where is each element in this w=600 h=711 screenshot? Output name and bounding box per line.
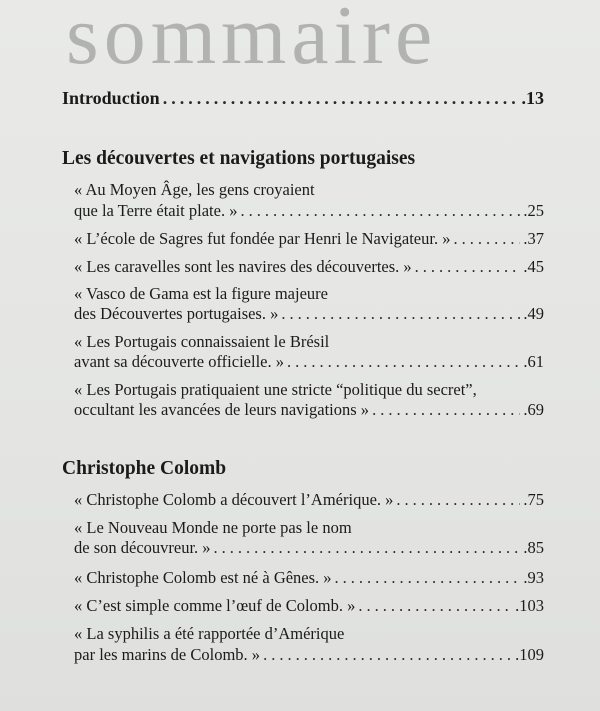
toc-page-number: .109 xyxy=(515,645,544,664)
toc-entry xyxy=(74,490,544,510)
section-heading-portugaises: Les découvertes et navigations portugaises xyxy=(62,148,416,169)
leader-dots xyxy=(415,257,521,277)
toc-entry-label: avant sa découverte officielle. » xyxy=(74,352,284,371)
toc-entry-label: de son découvreur. » xyxy=(74,538,211,557)
toc-page-number: .45 xyxy=(523,257,544,276)
toc-entry-line: « Le Nouveau Monde ne porte pas le nom xyxy=(74,518,352,537)
toc-page-number: .75 xyxy=(523,490,544,509)
toc-page-number: .49 xyxy=(523,304,544,323)
leader-dots xyxy=(372,400,520,420)
page-title: sommaire xyxy=(66,0,438,82)
leader-dots xyxy=(240,201,520,221)
toc-entry-introduction xyxy=(62,88,544,109)
leader-dots xyxy=(453,229,520,249)
toc-entry xyxy=(74,201,544,221)
toc-page-number: .69 xyxy=(523,400,544,419)
toc-entry-label: « Christophe Colomb a découvert l’Amérique. » xyxy=(74,490,394,509)
toc-entry-line: « Au Moyen Âge, les gens croyaient xyxy=(74,180,315,199)
toc-page-number: .61 xyxy=(523,352,544,371)
toc-entry-label: par les marins de Colomb. » xyxy=(74,645,261,664)
toc-entry xyxy=(74,596,544,616)
toc-entry xyxy=(74,257,544,277)
leader-dots xyxy=(263,645,512,665)
toc-entry-label: occultant les avancées de leurs navigations » xyxy=(74,400,370,419)
leader-dots xyxy=(163,88,519,109)
leader-dots xyxy=(335,568,521,588)
toc-entry-line: « Les Portugais pratiquaient une stricte “politique du secret”, xyxy=(74,380,477,399)
toc-entry-label: « Christophe Colomb est né à Gênes. » xyxy=(74,568,332,587)
leader-dots xyxy=(358,596,512,616)
section-heading-colomb: Christophe Colomb xyxy=(62,458,227,479)
toc-entry-line: « La syphilis a été rapportée d’Amérique xyxy=(74,624,345,643)
leader-dots xyxy=(214,538,521,558)
leader-dots xyxy=(281,304,520,324)
toc-page-number: .85 xyxy=(523,538,544,557)
toc-entry xyxy=(74,304,544,324)
toc-page-number: .25 xyxy=(523,201,544,220)
toc-entry xyxy=(74,645,544,665)
leader-dots xyxy=(396,490,520,510)
toc-entry-label: « Les caravelles sont les navires des découvertes. » xyxy=(74,257,412,276)
toc-entry xyxy=(74,229,544,249)
toc-page-number: .13 xyxy=(521,88,544,108)
toc-entry-label: Introduction xyxy=(62,88,160,108)
toc-entry-label: que la Terre était plate. » xyxy=(74,201,238,220)
toc-page-number: .103 xyxy=(515,596,544,615)
toc-entry xyxy=(74,352,544,372)
toc-entry-line: « Vasco de Gama est la figure majeure xyxy=(74,284,328,303)
toc-entry-label: des Découvertes portugaises. » xyxy=(74,304,279,323)
toc-page-number: .37 xyxy=(523,229,544,248)
toc-entry-line: « Les Portugais connaissaient le Brésil xyxy=(74,332,330,351)
toc-entry xyxy=(74,400,544,420)
toc-entry xyxy=(74,568,544,588)
toc-entry-label: « L’école de Sagres fut fondée par Henri le Navigateur. » xyxy=(74,229,451,248)
toc-entry xyxy=(74,538,544,558)
toc-entry-label: « C’est simple comme l’œuf de Colomb. » xyxy=(74,596,356,615)
leader-dots xyxy=(287,352,520,372)
toc-page-number: .93 xyxy=(523,568,544,587)
